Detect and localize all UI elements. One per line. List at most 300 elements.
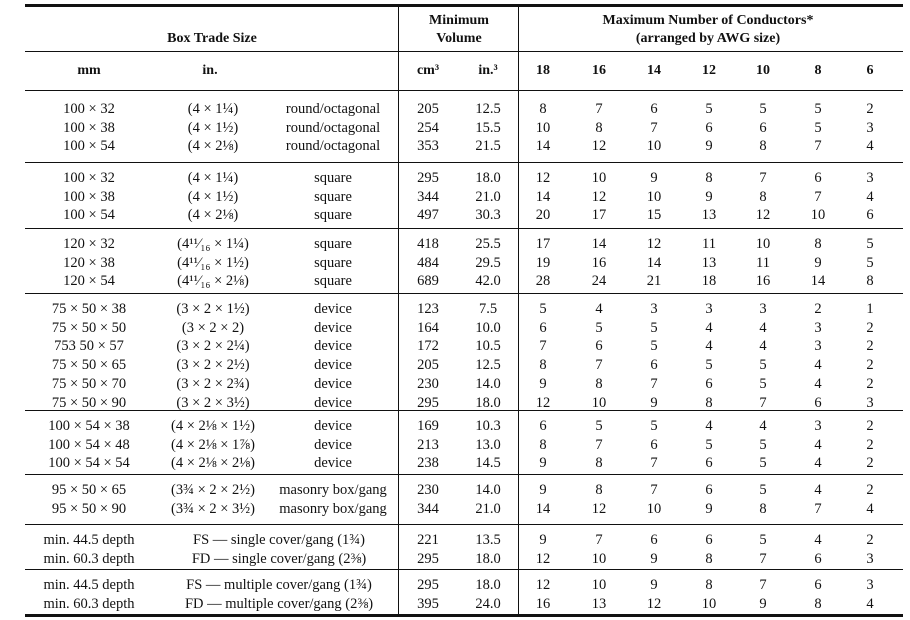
conductor-count-cell: 6 (539, 418, 547, 434)
inch-size-cell: (4 × 2⅛ × 1⅞) (170, 436, 256, 453)
conductor-count-cell: 8 (759, 500, 767, 517)
box-type-cell: device (314, 455, 352, 472)
description-cell: FS — single cover/gang (1¾) (193, 532, 365, 548)
conductor-count-cell: 28 (535, 273, 551, 290)
box-type-cell: round/octagonal (285, 101, 381, 117)
conductor-count-cell: 15 (646, 207, 662, 224)
conductor-count-cell: 16 (591, 254, 607, 271)
volume-in3-cell: 15.5 (475, 119, 501, 136)
conductor-count-cell: 17 (591, 207, 607, 224)
volume-cm3-cell: 172 (417, 338, 439, 355)
volume-in3-cell: 25.5 (475, 236, 501, 252)
box-type-cell: device (314, 301, 352, 317)
conductor-count-cell: 5 (595, 319, 603, 336)
awg-size-header: 8 (814, 63, 822, 78)
conductor-count-cell: 3 (866, 550, 874, 567)
conductor-count-cell: 2 (866, 338, 874, 355)
conductor-count-cell: 2 (866, 357, 874, 374)
conductor-count-cell: 8 (814, 236, 822, 252)
conductor-count-cell: 4 (814, 357, 822, 374)
conductor-count-cell: 5 (650, 338, 658, 355)
cm3-column-header: cm³ (416, 63, 440, 78)
mm-size-cell: 75 × 50 × 65 (51, 357, 127, 374)
conductor-count-cell: 2 (866, 418, 874, 434)
conductor-count-cell: 10 (646, 188, 662, 205)
group-separator (25, 524, 903, 525)
conductor-count-cell: 17 (535, 236, 551, 252)
conductor-count-cell: 3 (650, 301, 658, 317)
volume-cm3-cell: 230 (417, 482, 439, 498)
conductor-count-cell: 4 (814, 482, 822, 498)
conductor-count-cell: 7 (539, 338, 547, 355)
conductor-count-cell: 9 (705, 188, 713, 205)
mm-size-cell: 95 × 50 × 65 (51, 482, 127, 498)
volume-cm3-cell: 164 (417, 319, 439, 336)
volume-cm3-cell: 205 (417, 101, 439, 117)
volume-cm3-cell: 353 (417, 138, 439, 155)
volume-cm3-cell: 295 (417, 170, 439, 186)
conductor-count-cell: 14 (646, 254, 662, 271)
conductor-count-cell: 3 (866, 577, 874, 593)
conductor-count-cell: 12 (535, 170, 551, 186)
conductor-count-cell: 12 (591, 500, 607, 517)
conductor-count-cell: 7 (814, 138, 822, 155)
conductor-count-cell: 5 (814, 101, 822, 117)
conductor-count-cell: 4 (705, 338, 713, 355)
conductor-count-cell: 2 (814, 301, 822, 317)
conductor-count-cell: 13 (591, 595, 607, 612)
box-type-cell: round/octagonal (285, 119, 381, 136)
conductor-count-cell: 5 (759, 375, 767, 392)
conductor-count-cell: 13 (701, 254, 717, 271)
volume-in3-cell: 18.0 (475, 394, 501, 411)
box-type-cell: square (314, 207, 352, 224)
volume-in3-cell: 10.0 (475, 319, 501, 336)
mm-size-cell: 120 × 38 (63, 254, 115, 271)
mm-size-cell: 100 × 54 × 38 (48, 418, 130, 434)
conductor-count-cell: 16 (535, 595, 551, 612)
awg-size-header: 6 (866, 63, 874, 78)
conductor-count-cell: 4 (814, 436, 822, 453)
description-cell: FD — multiple cover/gang (2⅜) (184, 595, 374, 612)
awg-size-header: 16 (592, 63, 606, 78)
awg-size-header: 10 (756, 63, 770, 78)
inch-size-cell: (3 × 2 × 2) (181, 319, 245, 336)
conductor-count-cell: 8 (759, 138, 767, 155)
conductor-count-cell: 5 (650, 319, 658, 336)
box-type-cell: square (314, 273, 352, 290)
conductor-count-cell: 6 (866, 207, 874, 224)
conductor-count-cell: 12 (646, 236, 662, 252)
conductor-count-cell: 10 (591, 170, 607, 186)
volume-cm3-cell: 238 (417, 455, 439, 472)
conductor-count-cell: 4 (595, 301, 603, 317)
description-cell: FS — multiple cover/gang (1¾) (186, 577, 372, 593)
conductor-count-cell: 4 (759, 319, 767, 336)
inch-size-cell: (4 × 2⅛ × 2⅛) (170, 455, 256, 472)
box-type-cell: masonry box/gang (279, 482, 387, 498)
conductor-count-cell: 6 (814, 394, 822, 411)
conductor-count-cell: 6 (759, 119, 767, 136)
conductor-count-cell: 10 (646, 500, 662, 517)
mm-size-cell: 75 × 50 × 38 (51, 301, 127, 317)
conductor-count-cell: 7 (759, 550, 767, 567)
inch-size-cell: (4¹¹⁄₁₆ × 1½) (177, 254, 249, 271)
conductor-count-cell: 9 (814, 254, 822, 271)
conductor-count-cell: 5 (705, 101, 713, 117)
mm-column-header: mm (77, 63, 101, 78)
mm-size-cell: 100 × 32 (63, 101, 115, 117)
mm-size-cell: 100 × 54 (63, 138, 115, 155)
conductor-count-cell: 6 (705, 119, 713, 136)
volume-cm3-cell: 295 (417, 394, 439, 411)
conductor-count-cell: 5 (650, 418, 658, 434)
conductor-count-cell: 8 (705, 170, 713, 186)
volume-in3-cell: 13.0 (475, 436, 501, 453)
max-conductors-heading-line2: (arranged by AWG size) (635, 31, 781, 46)
conductor-count-cell: 9 (759, 595, 767, 612)
conductor-count-cell: 5 (705, 436, 713, 453)
group-separator (25, 228, 903, 229)
conductor-count-cell: 3 (814, 319, 822, 336)
conductor-count-cell: 4 (759, 338, 767, 355)
volume-cm3-cell: 344 (417, 188, 439, 205)
conductor-count-cell: 9 (705, 500, 713, 517)
conductor-count-cell: 9 (539, 482, 547, 498)
conductor-count-cell: 16 (755, 273, 771, 290)
conductor-count-cell: 12 (591, 138, 607, 155)
conductor-count-cell: 12 (535, 394, 551, 411)
mm-size-cell: 100 × 38 (63, 119, 115, 136)
conductor-count-cell: 7 (759, 170, 767, 186)
mm-size-cell: 753 50 × 57 (54, 338, 124, 355)
conductor-count-cell: 9 (705, 138, 713, 155)
conductor-count-cell: 8 (595, 455, 603, 472)
volume-in3-cell: 12.5 (475, 357, 501, 374)
conductor-count-cell: 2 (866, 455, 874, 472)
conductor-count-cell: 6 (539, 319, 547, 336)
mm-size-cell: 100 × 54 × 54 (48, 455, 130, 472)
header-divider (25, 51, 903, 52)
box-type-cell: square (314, 236, 352, 252)
inch-size-cell: (4 × 1½) (187, 119, 239, 136)
conductor-count-cell: 12 (755, 207, 771, 224)
conductor-count-cell: 18 (701, 273, 717, 290)
volume-column-divider (398, 4, 399, 614)
awg-size-header: 12 (702, 63, 716, 78)
description-cell: FD — single cover/gang (2⅜) (191, 550, 367, 567)
volume-in3-cell: 18.0 (475, 577, 501, 593)
inch-size-cell: (4 × 2⅛) (187, 207, 239, 224)
conductor-count-cell: 5 (705, 357, 713, 374)
conductor-count-cell: 4 (866, 138, 874, 155)
mm-size-cell: 100 × 32 (63, 170, 115, 186)
conductor-count-cell: 8 (759, 188, 767, 205)
conductor-count-cell: 9 (539, 455, 547, 472)
volume-in3-cell: 10.5 (475, 338, 501, 355)
conductor-count-cell: 14 (535, 188, 551, 205)
inch-size-cell: (3¾ × 2 × 3½) (170, 500, 256, 517)
conductor-count-cell: 4 (814, 455, 822, 472)
conductor-count-cell: 10 (810, 207, 826, 224)
conductor-count-cell: 14 (535, 500, 551, 517)
in3-column-header: in.³ (478, 63, 498, 78)
awg-size-header: 14 (647, 63, 661, 78)
conductor-count-cell: 10 (535, 119, 551, 136)
conductor-count-cell: 5 (759, 455, 767, 472)
conductor-count-cell: 6 (650, 436, 658, 453)
conductor-count-cell: 2 (866, 436, 874, 453)
conductor-count-cell: 1 (866, 301, 874, 317)
conductor-count-cell: 8 (539, 357, 547, 374)
conductor-count-cell: 7 (595, 357, 603, 374)
conductor-count-cell: 8 (866, 273, 874, 290)
conductor-count-cell: 6 (705, 482, 713, 498)
box-type-cell: device (314, 436, 352, 453)
conductor-count-cell: 4 (705, 319, 713, 336)
volume-cm3-cell: 230 (417, 375, 439, 392)
conductor-count-cell: 10 (646, 138, 662, 155)
box-type-cell: square (314, 170, 352, 186)
conductor-count-cell: 8 (595, 119, 603, 136)
conductor-count-cell: 5 (759, 482, 767, 498)
volume-cm3-cell: 123 (417, 301, 439, 317)
inch-size-cell: (4¹¹⁄₁₆ × 2⅛) (177, 273, 249, 290)
mm-size-cell: 75 × 50 × 70 (51, 375, 127, 392)
group-separator (25, 293, 903, 294)
conductor-count-cell: 9 (650, 394, 658, 411)
volume-cm3-cell: 418 (417, 236, 439, 252)
conductor-count-cell: 7 (595, 436, 603, 453)
conductor-count-cell: 5 (539, 301, 547, 317)
conductor-count-cell: 8 (595, 375, 603, 392)
volume-in3-cell: 14.0 (475, 375, 501, 392)
conductor-count-cell: 6 (705, 375, 713, 392)
inch-size-cell: (3 × 2 × 1½) (176, 301, 250, 317)
conductor-count-cell: 9 (539, 532, 547, 548)
conductor-count-cell: 3 (814, 338, 822, 355)
conductor-count-cell: 6 (814, 577, 822, 593)
mm-size-cell: min. 60.3 depth (43, 595, 135, 612)
box-type-cell: round/octagonal (285, 138, 381, 155)
inch-size-cell: (3 × 2 × 3½) (176, 394, 250, 411)
volume-in3-cell: 21.0 (475, 188, 501, 205)
inch-size-cell: (4 × 2⅛) (187, 138, 239, 155)
conductor-count-cell: 19 (535, 254, 551, 271)
volume-in3-cell: 24.0 (475, 595, 501, 612)
conductor-count-cell: 7 (759, 394, 767, 411)
conductor-count-cell: 8 (539, 101, 547, 117)
conductor-count-cell: 8 (814, 595, 822, 612)
box-trade-size-heading: Box Trade Size (167, 31, 257, 46)
box-type-cell: masonry box/gang (279, 500, 387, 517)
inch-size-cell: (3¾ × 2 × 2½) (170, 482, 256, 498)
volume-in3-cell: 21.5 (475, 138, 501, 155)
conductor-table (25, 4, 903, 618)
volume-cm3-cell: 169 (417, 418, 439, 434)
mm-size-cell: 100 × 54 × 48 (48, 436, 130, 453)
inch-size-cell: (3 × 2 × 2¾) (176, 375, 250, 392)
conductor-count-cell: 12 (646, 595, 662, 612)
minimum-volume-heading-line2: Volume (436, 31, 482, 46)
conductor-count-cell: 3 (866, 170, 874, 186)
conductor-count-cell: 6 (814, 170, 822, 186)
conductor-count-cell: 3 (866, 394, 874, 411)
conductor-count-cell: 5 (814, 119, 822, 136)
volume-cm3-cell: 221 (417, 532, 439, 548)
conductor-count-cell: 4 (866, 188, 874, 205)
conductor-count-cell: 9 (650, 577, 658, 593)
conductor-count-cell: 10 (701, 595, 717, 612)
bottom-rule (25, 614, 903, 617)
volume-cm3-cell: 497 (417, 207, 439, 224)
group-separator (25, 474, 903, 475)
conductor-count-cell: 7 (595, 532, 603, 548)
mm-size-cell: 120 × 54 (63, 273, 115, 290)
conductor-count-cell: 5 (759, 357, 767, 374)
conductor-count-cell: 8 (539, 436, 547, 453)
volume-in3-cell: 12.5 (475, 101, 501, 117)
conductor-count-cell: 12 (535, 577, 551, 593)
conductor-count-cell: 8 (705, 577, 713, 593)
conductor-count-cell: 6 (650, 357, 658, 374)
conductor-count-cell: 6 (595, 338, 603, 355)
volume-in3-cell: 18.0 (475, 170, 501, 186)
conductor-count-cell: 3 (759, 301, 767, 317)
volume-cm3-cell: 213 (417, 436, 439, 453)
conductor-count-cell: 6 (650, 101, 658, 117)
inch-size-cell: (4 × 1¼) (187, 101, 239, 117)
max-conductors-heading-line1: Maximum Number of Conductors* (602, 13, 814, 28)
inch-size-cell: (4 × 2⅛ × 1½) (170, 418, 256, 434)
volume-cm3-cell: 205 (417, 357, 439, 374)
inch-size-cell: (3 × 2 × 2¼) (176, 338, 250, 355)
mm-size-cell: min. 60.3 depth (43, 550, 135, 567)
conductor-count-cell: 9 (539, 375, 547, 392)
mm-size-cell: 75 × 50 × 50 (51, 319, 127, 336)
conductor-count-cell: 8 (595, 482, 603, 498)
group-separator (25, 569, 903, 570)
inch-size-cell: (4 × 1¼) (187, 170, 239, 186)
box-type-cell: device (314, 394, 352, 411)
group-separator (25, 162, 903, 163)
conductor-count-cell: 10 (591, 550, 607, 567)
mm-size-cell: 95 × 50 × 90 (51, 500, 127, 517)
volume-in3-cell: 13.5 (475, 532, 501, 548)
conductor-count-cell: 5 (595, 418, 603, 434)
conductor-count-cell: 4 (759, 418, 767, 434)
conductor-count-cell: 4 (866, 500, 874, 517)
box-type-cell: device (314, 338, 352, 355)
conductor-count-cell: 14 (535, 138, 551, 155)
conductor-count-cell: 2 (866, 482, 874, 498)
volume-in3-cell: 30.3 (475, 207, 501, 224)
conductor-count-cell: 3 (705, 301, 713, 317)
volume-cm3-cell: 484 (417, 254, 439, 271)
conductor-count-cell: 6 (705, 455, 713, 472)
conductor-count-cell: 7 (650, 482, 658, 498)
box-type-cell: square (314, 254, 352, 271)
conductor-count-cell: 4 (866, 595, 874, 612)
conductor-count-cell: 13 (701, 207, 717, 224)
inch-size-cell: (4 × 1½) (187, 188, 239, 205)
conductor-count-cell: 9 (650, 550, 658, 567)
volume-cm3-cell: 295 (417, 577, 439, 593)
conductor-count-cell: 5 (759, 532, 767, 548)
conductor-count-cell: 2 (866, 532, 874, 548)
conductor-count-cell: 3 (866, 119, 874, 136)
mm-size-cell: min. 44.5 depth (43, 577, 135, 593)
conductor-count-cell: 20 (535, 207, 551, 224)
conductor-count-cell: 11 (702, 236, 716, 252)
conductors-column-divider (518, 4, 519, 614)
inch-size-cell: (4¹¹⁄₁₆ × 1¼) (177, 236, 249, 252)
in-column-header: in. (202, 63, 218, 78)
conductor-count-cell: 7 (595, 101, 603, 117)
top-rule (25, 4, 903, 7)
volume-in3-cell: 42.0 (475, 273, 501, 290)
volume-in3-cell: 14.5 (475, 455, 501, 472)
conductor-count-cell: 6 (814, 550, 822, 567)
conductor-count-cell: 10 (591, 394, 607, 411)
mm-size-cell: 100 × 54 (63, 207, 115, 224)
conductor-count-cell: 6 (705, 532, 713, 548)
conductor-count-cell: 4 (814, 532, 822, 548)
conductor-count-cell: 10 (755, 236, 771, 252)
conductor-count-cell: 24 (591, 273, 607, 290)
conductor-count-cell: 7 (650, 119, 658, 136)
volume-in3-cell: 29.5 (475, 254, 501, 271)
conductor-count-cell: 10 (591, 577, 607, 593)
conductor-count-cell: 7 (814, 188, 822, 205)
conductor-count-cell: 3 (814, 418, 822, 434)
box-type-cell: square (314, 188, 352, 205)
mm-size-cell: 75 × 50 × 90 (51, 394, 127, 411)
conductor-count-cell: 12 (535, 550, 551, 567)
conductor-count-cell: 9 (650, 170, 658, 186)
conductor-count-cell: 8 (705, 550, 713, 567)
conductor-count-cell: 12 (591, 188, 607, 205)
conductor-count-cell: 5 (759, 101, 767, 117)
conductor-count-cell: 11 (756, 254, 770, 271)
conductor-count-cell: 2 (866, 101, 874, 117)
box-type-cell: device (314, 375, 352, 392)
volume-cm3-cell: 295 (417, 550, 439, 567)
mm-size-cell: 120 × 32 (63, 236, 115, 252)
conductor-count-cell: 2 (866, 319, 874, 336)
conductor-count-cell: 7 (759, 577, 767, 593)
box-type-cell: device (314, 418, 352, 434)
volume-cm3-cell: 254 (417, 119, 439, 136)
volume-in3-cell: 10.3 (475, 418, 501, 434)
mm-size-cell: min. 44.5 depth (43, 532, 135, 548)
conductor-count-cell: 14 (591, 236, 607, 252)
conductor-count-cell: 5 (759, 436, 767, 453)
conductor-count-cell: 4 (814, 375, 822, 392)
volume-cm3-cell: 344 (417, 500, 439, 517)
volume-in3-cell: 21.0 (475, 500, 501, 517)
volume-cm3-cell: 689 (417, 273, 439, 290)
volume-in3-cell: 14.0 (475, 482, 501, 498)
conductor-count-cell: 14 (810, 273, 826, 290)
volume-cm3-cell: 395 (417, 595, 439, 612)
mm-size-cell: 100 × 38 (63, 188, 115, 205)
conductor-count-cell: 21 (646, 273, 662, 290)
awg-size-header: 18 (536, 63, 550, 78)
box-type-cell: device (314, 357, 352, 374)
conductor-count-cell: 8 (705, 394, 713, 411)
volume-in3-cell: 18.0 (475, 550, 501, 567)
